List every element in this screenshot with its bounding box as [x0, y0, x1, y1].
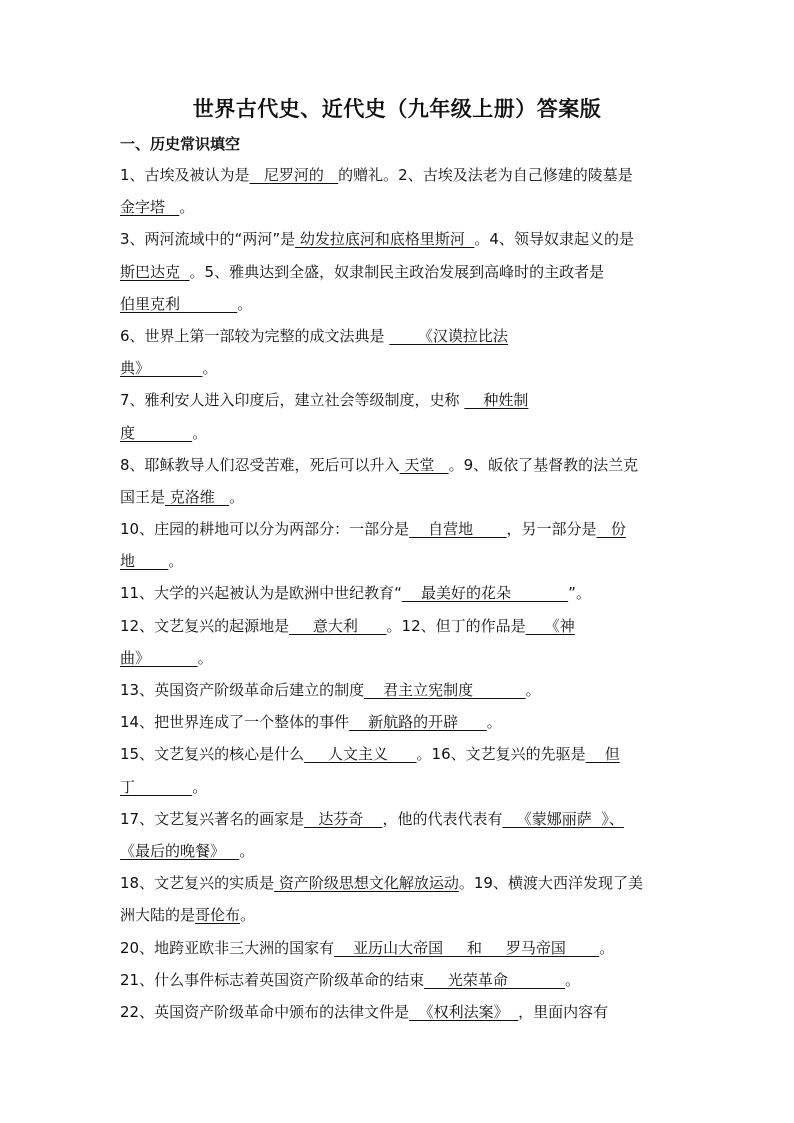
answer-blank: 度 [120, 423, 193, 442]
text-line [120, 384, 680, 416]
answer-blank: 尼罗河的 [249, 166, 339, 184]
answer-blank: 君主立宪制度 [364, 681, 526, 699]
text-line [120, 996, 680, 1028]
question-text: 。 [239, 841, 255, 860]
answer-blank: 《汉谟拉比法 [389, 326, 508, 345]
question-text: 。 [237, 294, 253, 313]
question-text: 。5、雅典达到全盛，奴隶制民主政治发展到高峰时的主政者是 [189, 262, 605, 281]
answer-blank: 亚历山大帝国 和 罗马帝国 [334, 938, 600, 957]
text-line [120, 288, 680, 320]
text-line [120, 803, 680, 835]
question-text: 20、地跨亚欧非三大洲的国家有 [120, 938, 335, 957]
answer-blank: 哥伦布 [195, 906, 241, 925]
question-text: 。 [179, 198, 195, 217]
text-line [120, 964, 680, 996]
text-line [120, 513, 680, 545]
answer-blank: 典》 [120, 359, 203, 378]
answer-blank: 但 [585, 745, 620, 764]
question-text: 6、世界上第一部较为完整的成文法典是 [120, 326, 390, 345]
answer-blank: 意大利 [289, 616, 387, 635]
text-line [120, 256, 680, 288]
text-line [120, 223, 680, 255]
text-line [120, 610, 680, 642]
question-lines [120, 159, 680, 1028]
question-text: 。 [192, 423, 208, 442]
question-text: 。 [599, 938, 615, 957]
answer-blank: 克洛维 [165, 487, 230, 506]
answer-blank: 资产阶级思想文化解放运动 [274, 874, 459, 893]
answer-blank: 伯里克利 [120, 294, 238, 313]
question-text: 13、英国资产阶级革命后建立的制度 [120, 681, 365, 699]
answer-blank: 《蒙娜丽萨 》、 [502, 809, 624, 828]
answer-blank: 斯巴达克 [120, 262, 190, 281]
answer-blank: 地 [120, 552, 169, 571]
question-text: 12、文艺复兴的起源地是 [120, 616, 290, 635]
question-text: 。 [565, 970, 581, 989]
question-text: 。 [192, 777, 208, 796]
answer-blank: 《神 [525, 616, 575, 635]
text-line [120, 835, 680, 867]
question-text: 1、古埃及被认为是 [120, 166, 250, 184]
question-text: 国王是 [120, 487, 166, 506]
text-line [120, 674, 680, 706]
question-text: ，里面内容有 [518, 1002, 609, 1021]
question-text: 22、英国资产阶级革命中颁布的法律文件是 [120, 1002, 410, 1021]
text-line [120, 417, 680, 449]
answer-blank: 丁 [120, 777, 193, 796]
text-line [120, 642, 680, 674]
question-text: 14、把世界连成了一个整体的事件 [120, 713, 350, 732]
question-text: ，另一部分是 [506, 520, 597, 539]
question-text: 。 [229, 487, 245, 506]
question-text: 10、庄园的耕地可以分为两部分：一部分是 [120, 520, 410, 539]
text-line [120, 577, 680, 609]
text-line [120, 738, 680, 770]
question-text: 。 [240, 906, 256, 925]
text-line [120, 191, 680, 223]
answer-blank: 天堂 [399, 455, 449, 474]
text-line [120, 932, 680, 964]
section-heading: 一、历史常识填空 [120, 135, 241, 153]
question-text: 3、两河流域中的“两河”是 [120, 230, 296, 249]
page-title: 世界古代史、近代史（九年级上册）答案版 [192, 97, 602, 121]
question-text: 。4、领导奴隶起义的是 [474, 230, 634, 249]
answer-blank: 曲》 [120, 648, 198, 667]
text-line [120, 545, 680, 577]
question-text: 21、什么事件标志着英国资产阶级革命的结束 [120, 970, 425, 989]
question-text: 洲大陆的是 [120, 906, 196, 925]
question-text: 。19、横渡大西洋发现了美 [458, 874, 643, 893]
question-text: 。 [486, 713, 502, 732]
answer-blank: 幼发拉底河和底格里斯河 [295, 230, 475, 249]
text-line [120, 771, 680, 803]
question-text: 。 [525, 681, 541, 699]
question-text: 。 [202, 359, 218, 378]
question-text: 17、文艺复兴著名的画家是 [120, 809, 305, 828]
answer-blank: 最美好的花朵 [401, 584, 569, 603]
answer-blank: 《权利法案》 [409, 1002, 519, 1021]
text-line [120, 352, 680, 384]
text-line [120, 867, 680, 899]
question-text: 。 [197, 648, 213, 667]
question-text: 。12、但丁的作品是 [386, 616, 526, 635]
answer-blank: 种姓制 [464, 391, 529, 410]
answer-blank: 新航路的开辟 [349, 713, 487, 732]
question-text: 。16、文艺复兴的先驱是 [416, 745, 586, 764]
text-line [120, 899, 680, 931]
question-text: ”。 [568, 584, 591, 603]
text-line [120, 320, 680, 352]
answer-blank: 金字塔 [120, 198, 180, 217]
question-text: 15、文艺复兴的核心是什么 [120, 745, 305, 764]
answer-blank: 份 [596, 520, 626, 539]
question-text: 11、大学的兴起被认为是欧洲中世纪教育“ [120, 584, 402, 603]
question-text: ，他的代表代表有 [382, 809, 503, 828]
question-text: 7、雅利安人进入印度后，建立社会等级制度，史称 [120, 391, 465, 410]
answer-blank: 自营地 [409, 520, 507, 539]
text-line [120, 449, 680, 481]
text-line [120, 706, 680, 738]
answer-blank: 《最后的晚餐》 [120, 841, 240, 860]
answer-blank: 达芬奇 [304, 809, 383, 828]
text-line [120, 159, 680, 191]
question-text: 的赠礼。2、古埃及法老为自己修建的陵墓是 [338, 166, 633, 184]
answer-blank: 人文主义 [304, 745, 417, 764]
answer-blank: 光荣革命 [424, 970, 566, 989]
question-text: 18、文艺复兴的实质是 [120, 874, 275, 893]
question-text: 8、耶稣教导人们忍受苦难，死后可以升入 [120, 455, 400, 474]
question-text: 。 [168, 552, 184, 571]
question-text: 。9、皈依了基督教的法兰克 [448, 455, 639, 474]
text-line [120, 481, 680, 513]
